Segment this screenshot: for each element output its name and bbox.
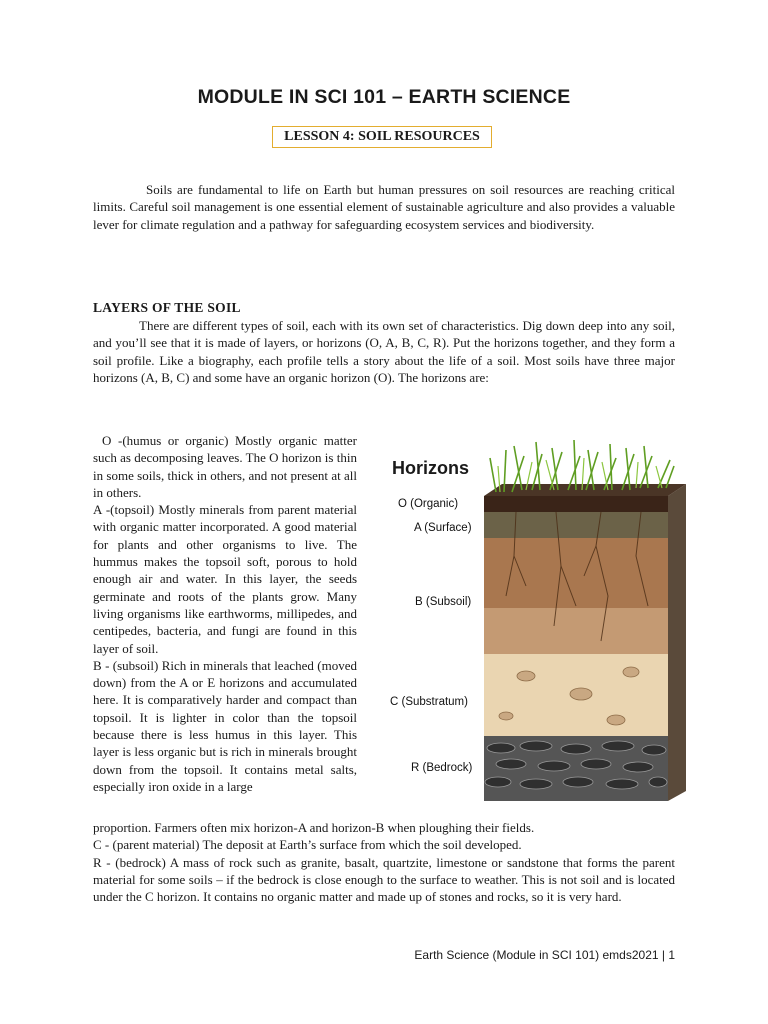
horizon-r-text: R - (bedrock) A mass of rock such as granite, basalt, quartzite, limestone or sandstone that forms the parent material for some soils – if the bedrock is close enough to the surface to weather. This is not soil and is located under the C horizon. It contains no organic matter and made up of stones and rocks, so it is very hard. [93, 854, 675, 905]
intro-paragraph: Soils are fundamental to life on Earth but human pressures on soil resources are reaching critical limits. Careful soil management is one essential element of sustainable agriculture and also provides a valuable lever for climate regulation and a pathway for safeguarding ecosystem services and biodiversity. [93, 182, 675, 232]
layers-intro-paragraph: There are different types of soil, each with its own set of characteristics. Dig down deep into any soil, and you’ll see that it is made of layers, or horizons (O, A, B, C, R). Put the horizons together, and they form a soil profile. Like a biography, each profile tells a story about the life of a soil. Most soils have three major horizons (A, B, C) and some have an organic horizon (O). The horizons are: [93, 318, 675, 385]
horizon-text-full [93, 819, 675, 905]
organic-layer [484, 496, 668, 512]
subsoil-layer-bottom [484, 608, 668, 654]
lesson-title: LESSON 4: SOIL RESOURCES [272, 126, 492, 148]
soil-profile-illustration [386, 436, 686, 806]
soil-horizons-figure [386, 436, 686, 806]
page-footer: Earth Science (Module in SCI 101) emds2021 | 1 [414, 948, 675, 962]
section-heading: LAYERS OF THE SOIL [93, 300, 241, 315]
horizon-text-column [93, 432, 357, 795]
horizon-o-text: O -(humus or organic) Mostly organic matter such as decomposing leaves. The O horizon is thin in some soils, thick in others, and not present at all in others. [93, 433, 357, 500]
label-substratum: C (Substratum) [390, 696, 468, 708]
figure-title: Horizons [392, 458, 470, 478]
soil-block [484, 484, 686, 801]
horizon-a-text: A -(topsoil) Mostly minerals from parent material with organic matter incorporated. A good material for plants and other organisms to live. The hummus makes the topsoil soft, porous to hold enough air and water. In this layer, the seeds germinate and roots of the plants grow. Many living organisms like earthworms, millipedes, and centipedes, bacteria, and fungi are found in this layer of soil. [93, 502, 357, 656]
label-surface: A (Surface) [414, 522, 472, 534]
horizon-b-text: B - (subsoil) Rich in minerals that leached (moved down) from the A or E horizons and accumulated here. It is comparatively harder and compact than topsoil. It is lighter in color than the topsoil because there is less humus in this layer. This layer is less organic but is rich in minerals brought down from the topsoil. It contains metal salts, especially iron oxide in a large [93, 657, 357, 794]
horizon-b-continued-text: proportion. Farmers often mix horizon-A and horizon-B when ploughing their fields. [93, 820, 535, 835]
horizon-c-text: C - (parent material) The deposit at Earth’s surface from which the soil developed. [93, 837, 522, 853]
label-bedrock: R (Bedrock) [411, 762, 473, 774]
label-subsoil: B (Subsoil) [415, 596, 472, 608]
label-organic: O (Organic) [398, 498, 459, 510]
page-title: MODULE IN SCI 101 – EARTH SCIENCE [197, 86, 571, 108]
